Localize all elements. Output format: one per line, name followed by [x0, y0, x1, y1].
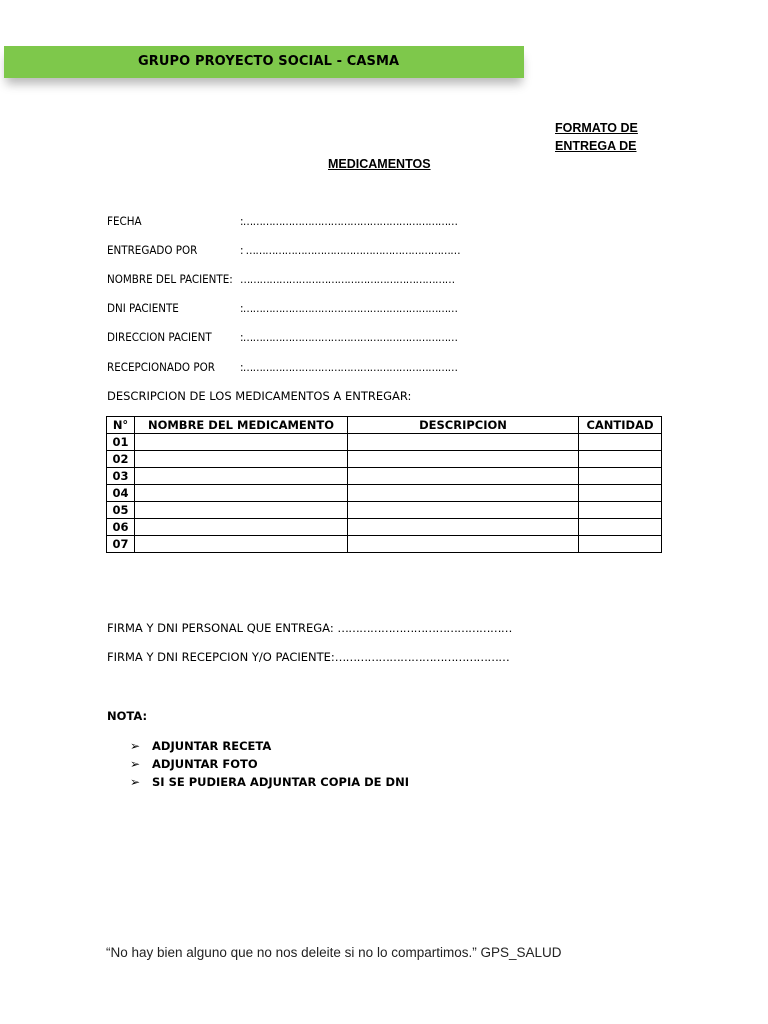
cell-quantity[interactable] — [579, 451, 662, 468]
signature-label: FIRMA Y DNI PERSONAL QUE ENTREGA: — [107, 621, 338, 635]
field-value-fecha[interactable]: :………………………………………………………… — [240, 214, 458, 228]
col-header-description: DESCRIPCION — [348, 417, 579, 434]
cell-quantity[interactable] — [579, 502, 662, 519]
cell-medication-name[interactable] — [135, 451, 348, 468]
cell-description[interactable] — [348, 468, 579, 485]
col-header-quantity: CANTIDAD — [579, 417, 662, 434]
arrowhead-bullet-icon: ➢ — [130, 739, 141, 753]
field-label: DIRECCION PACIENT — [107, 330, 212, 344]
field-value-recepcionado-por[interactable]: :………………………………………………………… — [240, 360, 458, 374]
list-item — [130, 755, 409, 773]
signature-field-delivery[interactable]: ………………………………………… — [337, 621, 512, 635]
row-number: 07 — [107, 536, 135, 553]
col-header-number: N° — [107, 417, 135, 434]
signature-label: FIRMA Y DNI RECEPCION Y/O PACIENTE: — [107, 650, 335, 664]
nota-label: NOTA: — [107, 709, 148, 723]
medications-table — [106, 416, 662, 553]
row-number: 03 — [107, 468, 135, 485]
field-value-dni-paciente[interactable]: :………………………………………………………… — [240, 301, 458, 315]
field-value-entregado-por[interactable]: : ………………………………………………………… — [240, 243, 461, 257]
table-row — [107, 434, 662, 451]
table-row — [107, 468, 662, 485]
field-label: RECEPCIONADO POR — [107, 360, 215, 374]
field-label: FECHA — [107, 214, 142, 228]
header-banner — [4, 46, 524, 78]
row-number: 04 — [107, 485, 135, 502]
list-item-text: SI SE PUDIERA ADJUNTAR COPIA DE DNI — [152, 775, 409, 789]
list-item — [130, 773, 409, 791]
nota-list — [130, 737, 409, 791]
signature-line-reception — [107, 650, 509, 666]
field-label: ENTREGADO POR — [107, 243, 198, 257]
table-row — [107, 502, 662, 519]
cell-quantity[interactable] — [579, 519, 662, 536]
banner-title: GRUPO PROYECTO SOCIAL - CASMA — [138, 54, 400, 69]
cell-medication-name[interactable] — [135, 519, 348, 536]
arrowhead-bullet-icon: ➢ — [130, 757, 141, 771]
cell-description[interactable] — [348, 502, 579, 519]
cell-medication-name[interactable] — [135, 485, 348, 502]
doc-title-line-2: ENTREGA DE — [555, 139, 637, 153]
cell-quantity[interactable] — [579, 468, 662, 485]
field-value-direccion-paciente[interactable]: :………………………………………………………… — [240, 330, 458, 344]
cell-description[interactable] — [348, 485, 579, 502]
doc-title-line-3: MEDICAMENTOS — [328, 157, 431, 171]
footer-quote: “No hay bien alguno que no nos deleite si no lo compartimos.” GPS_SALUD — [106, 945, 562, 960]
section-label: DESCRIPCION DE LOS MEDICAMENTOS A ENTREGAR: — [107, 389, 412, 403]
field-label: DNI PACIENTE — [107, 301, 179, 315]
cell-medication-name[interactable] — [135, 536, 348, 553]
cell-quantity[interactable] — [579, 536, 662, 553]
table-row — [107, 451, 662, 468]
cell-description[interactable] — [348, 434, 579, 451]
table-row — [107, 519, 662, 536]
cell-description[interactable] — [348, 519, 579, 536]
cell-quantity[interactable] — [579, 434, 662, 451]
table-header-row — [107, 417, 662, 434]
arrowhead-bullet-icon: ➢ — [130, 775, 141, 789]
field-label: NOMBRE DEL PACIENTE: — [107, 272, 233, 286]
row-number: 06 — [107, 519, 135, 536]
list-item — [130, 737, 409, 755]
cell-medication-name[interactable] — [135, 468, 348, 485]
doc-title-line-1: FORMATO DE — [555, 121, 638, 135]
table-row — [107, 485, 662, 502]
list-item-text: ADJUNTAR FOTO — [152, 757, 258, 771]
row-number: 02 — [107, 451, 135, 468]
cell-medication-name[interactable] — [135, 502, 348, 519]
cell-medication-name[interactable] — [135, 434, 348, 451]
signature-line-delivery — [107, 621, 512, 637]
field-value-nombre-paciente[interactable]: ………………………………………………………… — [240, 272, 455, 286]
cell-description[interactable] — [348, 536, 579, 553]
list-item-text: ADJUNTAR RECETA — [152, 739, 272, 753]
row-number: 01 — [107, 434, 135, 451]
row-number: 05 — [107, 502, 135, 519]
signature-field-reception[interactable]: ………………………………………… — [334, 650, 510, 664]
cell-quantity[interactable] — [579, 485, 662, 502]
col-header-medication-name: NOMBRE DEL MEDICAMENTO — [135, 417, 348, 434]
table-row — [107, 536, 662, 553]
cell-description[interactable] — [348, 451, 579, 468]
